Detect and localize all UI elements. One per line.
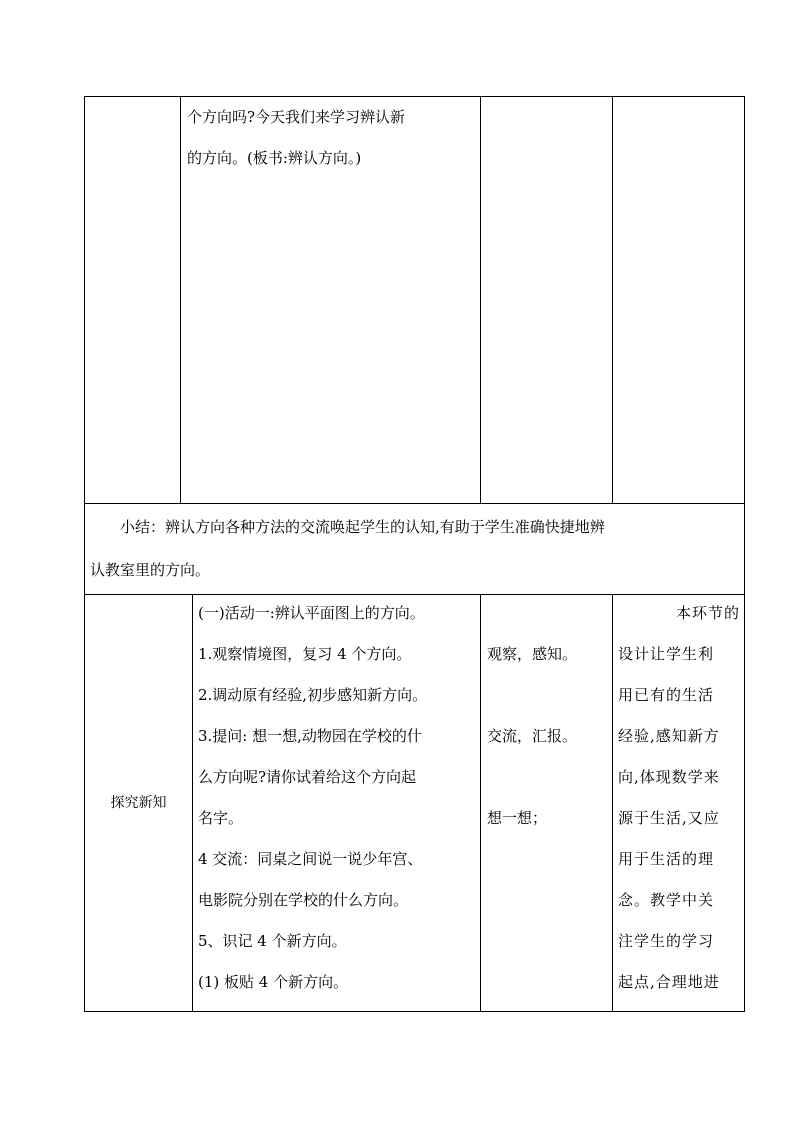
student-line — [487, 593, 609, 634]
row1-teacher-cell — [187, 97, 477, 179]
table-border-bottom — [84, 1011, 745, 1012]
row1-divider-1 — [180, 96, 181, 503]
activity-line: (1) 板贴 4 个新方向。 — [198, 973, 349, 991]
intent-line: 注学生的学习 — [618, 932, 715, 950]
activity-line: 么方向呢?请你试着给这个方向起 — [198, 768, 417, 786]
text-line: 的方向。(板书:辨认方向。) — [187, 149, 362, 167]
summary-line: 小结：辨认方向各种方法的交流唤起学生的认知,有助于学生准确快捷地辨 — [120, 518, 605, 536]
summary-border-top — [84, 503, 745, 504]
activity-line: 1.观察情境图，复习 4 个方向。 — [198, 645, 412, 663]
intent-line: 经验,感知新方 — [618, 727, 720, 745]
intent-line: 本环节的 — [675, 604, 740, 622]
stage-label: 探究新知 — [110, 795, 167, 811]
teacher-activities-cell — [198, 593, 478, 1003]
student-line — [487, 757, 609, 798]
activity-line: 4 交流：同桌之间说一说少年宫、 — [198, 850, 423, 868]
intent-line: 源于生活,又应 — [618, 809, 720, 827]
row3-divider-3 — [612, 594, 613, 1011]
student-line: 想一想； — [487, 809, 548, 827]
intent-line: 用已有的生活 — [618, 686, 715, 704]
row1-divider-3 — [612, 96, 613, 503]
summary-line: 认教室里的方向。 — [90, 561, 211, 579]
student-line — [487, 675, 609, 716]
text-line: 个方向吗?今天我们来学习辨认新 — [187, 108, 406, 126]
student-line: 交流，汇报。 — [487, 727, 578, 745]
intent-line: 念。教学中关 — [618, 891, 715, 909]
design-intent-cell — [618, 593, 740, 1003]
student-activities-cell — [487, 593, 609, 839]
activity-line: (一)活动一:辨认平面图上的方向。 — [198, 604, 425, 622]
activity-line: 2.调动原有经验,初步感知新方向。 — [198, 686, 428, 704]
intent-line: 设计让学生利 — [618, 645, 715, 663]
intent-line: 起点,合理地进 — [618, 973, 720, 991]
table-border-right — [744, 96, 745, 1012]
activity-line: 电影院分别在学校的什么方向。 — [198, 891, 409, 909]
stage-cell — [85, 595, 192, 1011]
summary-cell — [90, 506, 740, 592]
row3-divider-2 — [480, 594, 481, 1011]
row3-divider-1 — [192, 594, 193, 1011]
activity-line: 3.提问: 想一想,动物园在学校的什 — [198, 727, 422, 745]
row1-divider-2 — [480, 96, 481, 503]
student-line: 观察，感知。 — [487, 645, 578, 663]
intent-line: 用于生活的理 — [618, 850, 715, 868]
activity-line: 名字。 — [198, 809, 244, 827]
intent-line: 向,体现数学来 — [618, 768, 720, 786]
activity-line: 5、识记 4 个新方向。 — [198, 932, 347, 950]
